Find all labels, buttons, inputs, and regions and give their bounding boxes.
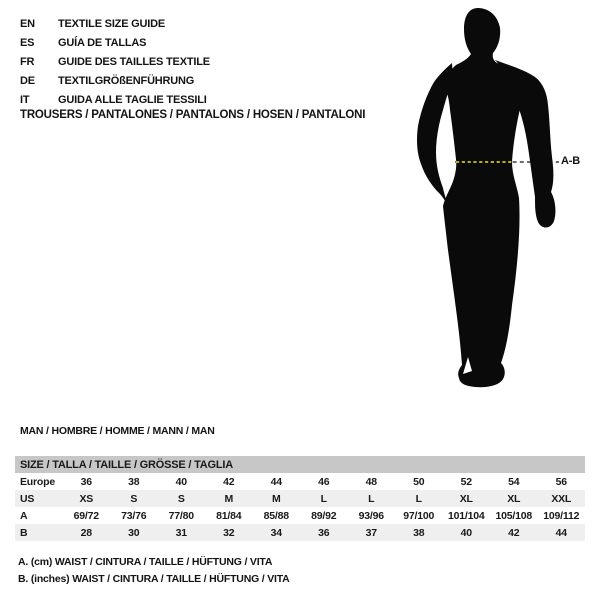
size-cell: 28 [80, 526, 92, 539]
size-cell: 50 [413, 475, 425, 488]
size-cell: 52 [460, 475, 472, 488]
size-cell: 97/100 [403, 509, 435, 522]
size-cell: L [415, 492, 422, 505]
size-cell: L [320, 492, 327, 505]
man-silhouette-left-arm [417, 63, 453, 207]
size-row-us [15, 490, 585, 507]
size-table-header-row [15, 456, 585, 473]
size-cell: XXL [551, 492, 572, 505]
size-row-label: US [20, 492, 35, 505]
size-table-header: SIZE / TALLA / TAILLE / GRÖSSE / TAGLIA [15, 456, 585, 473]
size-cell: 73/76 [121, 509, 147, 522]
size-cell: XL [459, 492, 473, 505]
size-cell: 46 [318, 475, 330, 488]
size-row-label: A [20, 509, 28, 522]
man-silhouette-body [443, 8, 533, 387]
size-cell: XS [79, 492, 94, 505]
language-label: GUIDE DES TAILLES TEXTILE [58, 55, 210, 68]
language-code: FR [20, 55, 35, 68]
measurement-notes [18, 554, 290, 588]
size-row-b [15, 524, 585, 541]
size-cell: M [224, 492, 234, 505]
size-cell: 40 [175, 475, 187, 488]
size-cell: 81/84 [216, 509, 242, 522]
size-cell: 38 [128, 475, 140, 488]
size-cell: 40 [460, 526, 472, 539]
size-cell: 32 [223, 526, 235, 539]
language-code: EN [20, 17, 35, 30]
size-cell: 69/72 [73, 509, 99, 522]
size-row-europe [15, 473, 585, 490]
language-label: TEXTILE SIZE GUIDE [58, 17, 166, 30]
note-b-inches: B. (inches) WAIST / CINTURA / TAILLE / HÜFTUNG / VITA [18, 573, 290, 585]
size-cell: 89/92 [311, 509, 337, 522]
size-cell: 44 [270, 475, 282, 488]
language-label: GUIDA ALLE TAGLIE TESSILI [58, 93, 207, 106]
size-cell: 105/108 [495, 509, 533, 522]
size-cell: 36 [80, 475, 92, 488]
size-cell: 48 [365, 475, 377, 488]
garment-category-title: TROUSERS / PANTALONES / PANTALONS / HOSEN / PANTALONI [20, 109, 366, 121]
size-cell: 42 [508, 526, 520, 539]
size-cell: 56 [555, 475, 567, 488]
size-row-label: Europe [20, 475, 55, 488]
size-cell: 85/88 [263, 509, 289, 522]
size-cell: S [130, 492, 138, 505]
size-cell: 38 [413, 526, 425, 539]
size-cell: M [271, 492, 281, 505]
size-cell: 101/104 [447, 509, 485, 522]
measure-label-ab: A-B [561, 155, 580, 167]
size-cell: 31 [175, 526, 187, 539]
size-cell: 34 [270, 526, 282, 539]
language-code: DE [20, 74, 35, 87]
size-cell: 77/80 [168, 509, 194, 522]
size-cell: XL [507, 492, 521, 505]
size-cell: 109/112 [543, 509, 580, 522]
language-label: TEXTILGRÖßENFÜHRUNG [58, 74, 195, 87]
language-code: IT [20, 93, 30, 106]
size-cell: 93/96 [358, 509, 384, 522]
size-row-a [15, 507, 585, 524]
size-table [15, 456, 585, 541]
size-cell: L [368, 492, 375, 505]
size-cell: 44 [555, 526, 567, 539]
size-cell: S [177, 492, 185, 505]
size-cell: 30 [128, 526, 140, 539]
size-row-label: B [20, 526, 28, 539]
note-a-cm: A. (cm) WAIST / CINTURA / TAILLE / HÜFTUNG / VITA [18, 556, 273, 568]
size-table-body [15, 456, 585, 541]
language-code: ES [20, 36, 35, 49]
size-cell: 37 [365, 526, 377, 539]
size-cell: 36 [318, 526, 330, 539]
size-cell: 54 [508, 475, 520, 488]
size-cell: 42 [223, 475, 235, 488]
section-title-man: MAN / HOMBRE / HOMME / MANN / MAN [20, 425, 215, 437]
language-label: GUÍA DE TALLAS [58, 36, 147, 49]
